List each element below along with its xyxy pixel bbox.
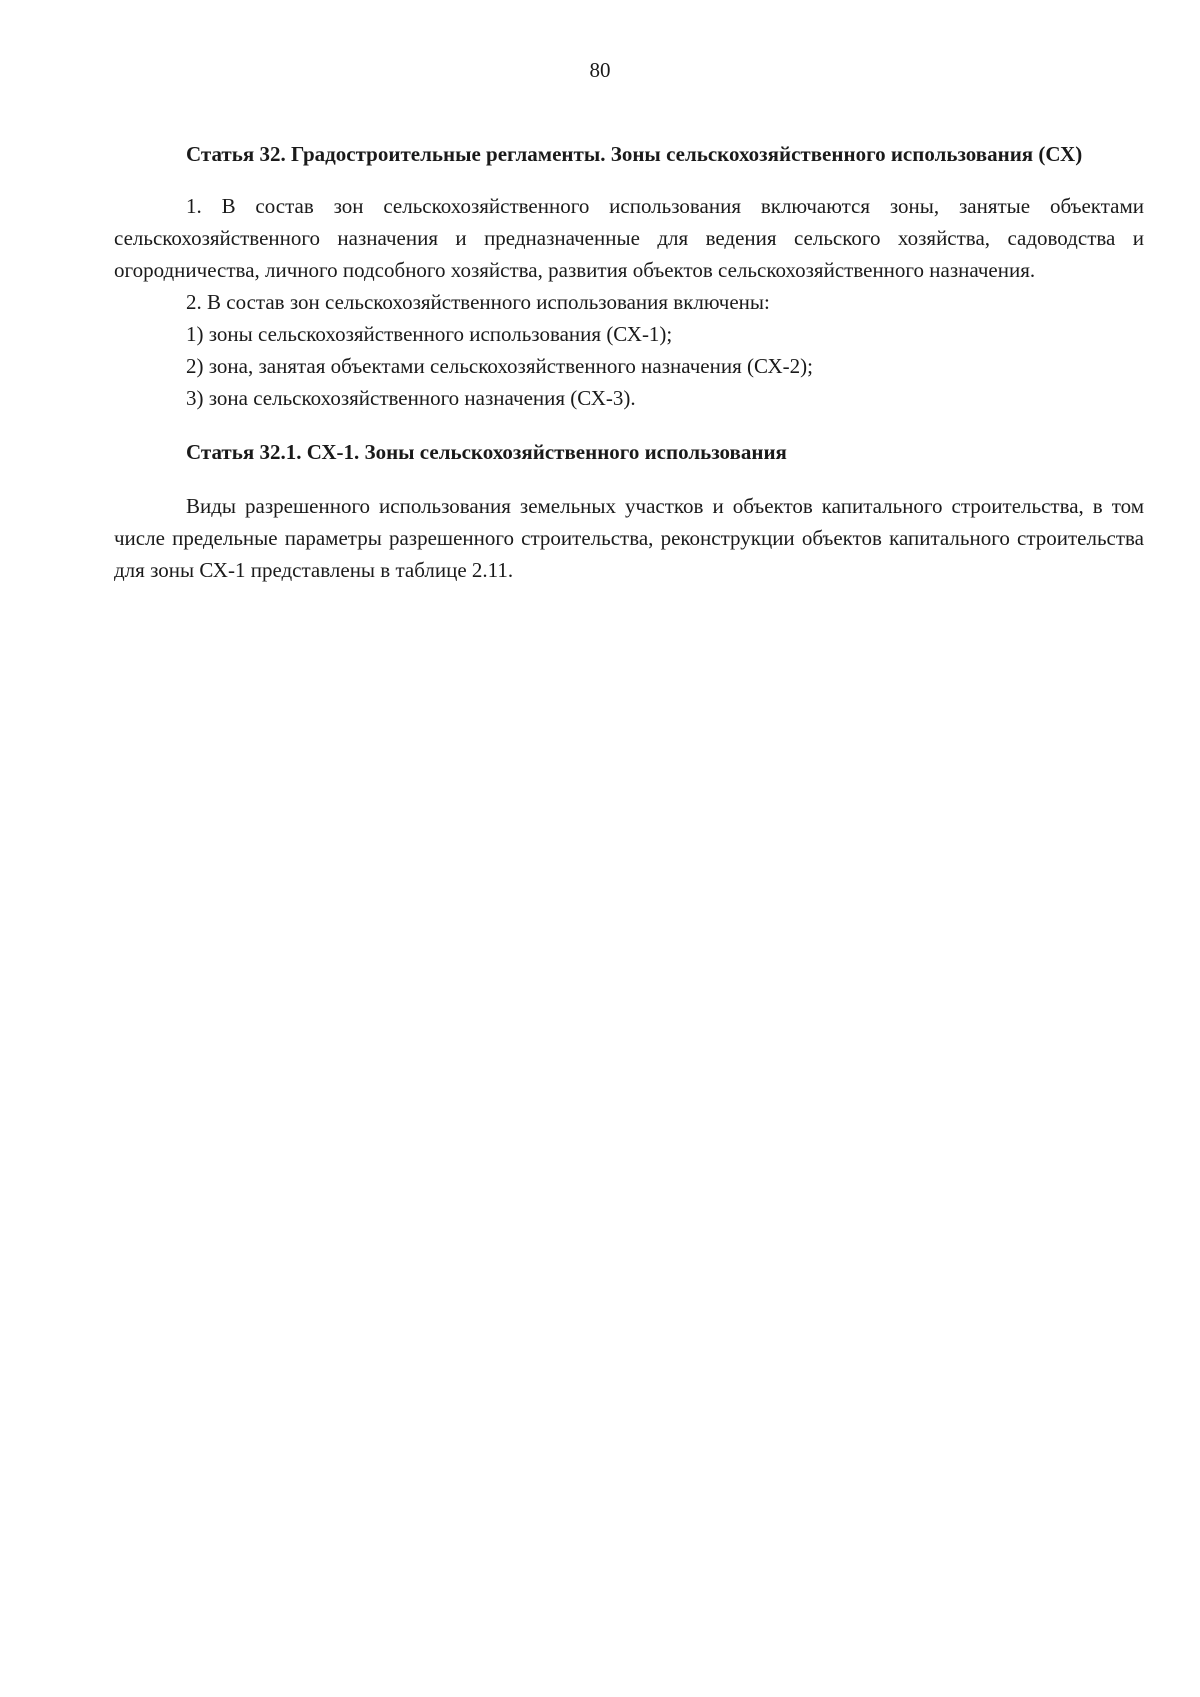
page-number: 80 [589,58,611,82]
article-32-paragraph-2: 2. В состав зон сельскохозяйственного использования включены: [186,290,770,314]
article-32-heading: Статья 32. Градостроительные регламенты. Зоны сельскохозяйственного использования (СХ) [186,142,1083,166]
article-32-1-paragraph: Виды разрешенного использования земельных участков и объектов капитального строительства, в том числе предельные параметры разрешенного строительства, реконструкции объектов капитального строительства для зоны СХ-1 представлены в таблице 2.11. [114,494,1144,582]
article-32-paragraph-1: 1. В состав зон сельскохозяйственного использования включаются зоны, занятые объектами сельскохозяйственного назначения и предназначенные для ведения сельского хозяйства, садоводства и огородничества, личного подсобного хозяйства, развития объектов сельскохозяйственного назначения. [114,194,1144,282]
list-item: 3) зона сельскохозяйственного назначения (СХ-3). [186,386,636,410]
document-body [114,138,1144,586]
article-32-1-heading: Статья 32.1. СХ-1. Зоны сельскохозяйственного использования [186,440,787,464]
list-item: 1) зоны сельскохозяйственного использования (СХ-1); [186,322,673,346]
list-item: 2) зона, занятая объектами сельскохозяйственного назначения (СХ-2); [186,354,813,378]
